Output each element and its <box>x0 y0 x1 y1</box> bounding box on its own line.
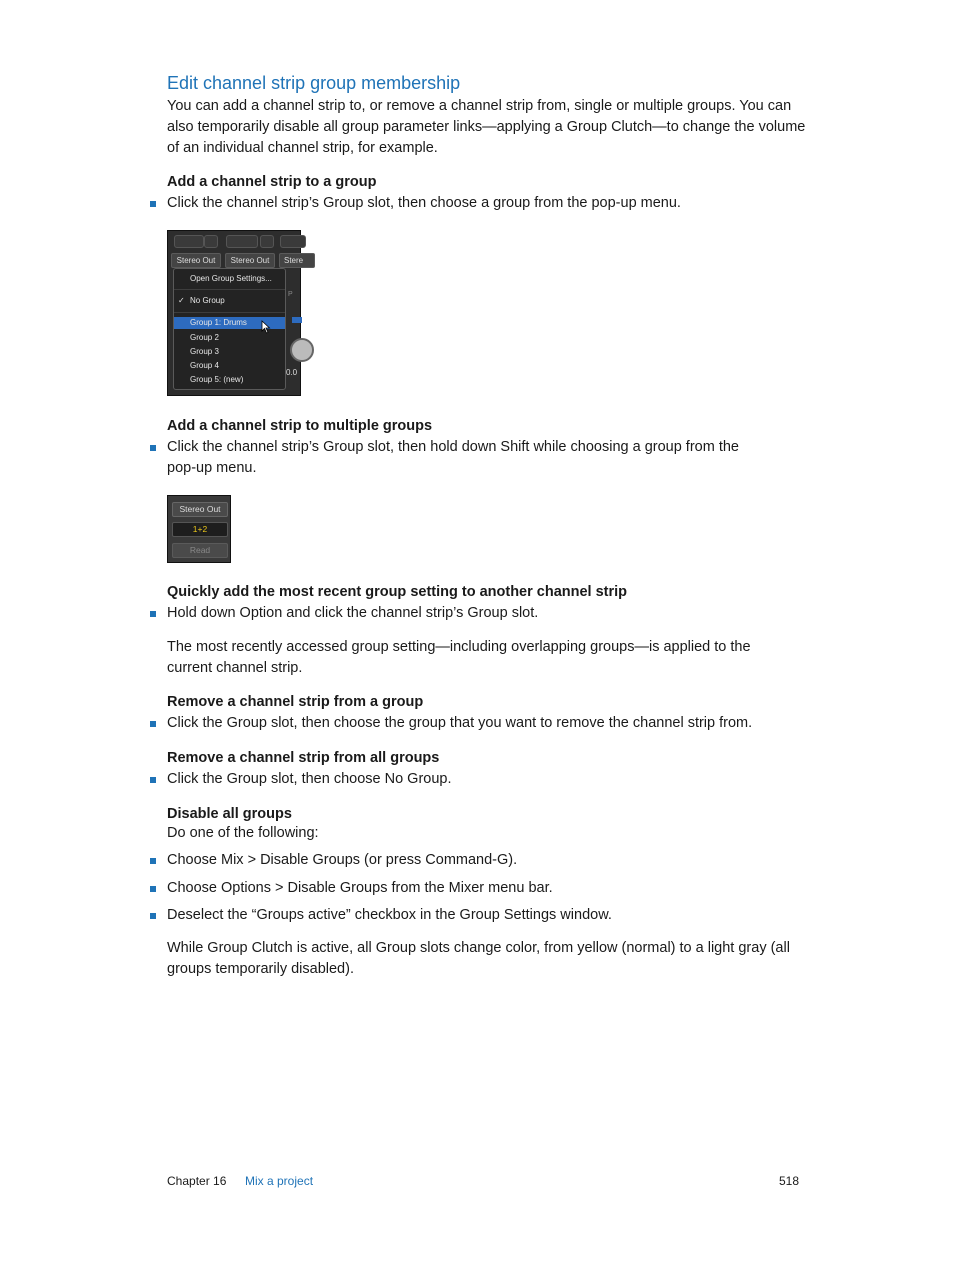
bullet-text: Click the Group slot, then choose No Group. <box>167 771 452 787</box>
output-slot: Stereo Out <box>225 253 275 268</box>
menu-item-group-4[interactable]: Group 4 <box>190 361 219 370</box>
bullet-text: Choose Options > Disable Groups from the Mixer menu bar. <box>167 880 553 896</box>
menu-item-open-group-settings[interactable]: Open Group Settings... <box>190 274 272 283</box>
subheading-remove-from-all: Remove a channel strip from all groups <box>167 750 440 766</box>
bullet-text: Click the channel strip’s Group slot, then hold down Shift while choosing a group from the pop-up menu. <box>167 439 739 476</box>
output-slot: Stere <box>279 253 315 268</box>
menu-item-label: Group 1: Drums <box>190 318 247 327</box>
menu-item-group-3[interactable]: Group 3 <box>190 347 219 356</box>
subheading-add-to-multiple: Add a channel strip to multiple groups <box>167 418 433 434</box>
mouse-pointer-icon <box>261 320 271 334</box>
bullet-marker <box>150 611 156 617</box>
menu-separator <box>174 289 285 290</box>
bullet-marker <box>150 858 156 864</box>
side-letter: P <box>288 291 293 298</box>
bullet-text: Deselect the “Groups active” checkbox in the Group Settings window. <box>167 907 612 923</box>
strip-control <box>280 235 306 248</box>
lead-text: Do one of the following: <box>167 825 319 841</box>
subheading-disable-all: Disable all groups <box>167 806 292 822</box>
side-indicator <box>292 317 302 323</box>
automation-slot: Read <box>172 543 228 558</box>
bullet-text: Click the channel strip’s Group slot, then choose a group from the pop-up menu. <box>167 195 681 211</box>
bullet-marker <box>150 445 156 451</box>
pan-knob <box>290 338 314 362</box>
strip-control <box>174 235 204 248</box>
footer-chapter: Chapter 16 <box>167 1174 227 1188</box>
footer-chapter-link[interactable]: Mix a project <box>245 1174 314 1188</box>
bullet-text: Click the Group slot, then choose the group that you want to remove the channel strip from. <box>167 715 753 731</box>
menu-item-group-5-new[interactable]: Group 5: (new) <box>190 375 244 384</box>
subheading-recent-group: Quickly add the most recent group setting to another channel strip <box>167 584 628 600</box>
menu-item-group-2[interactable]: Group 2 <box>190 333 219 342</box>
bullet-marker <box>150 886 156 892</box>
multi-group-screenshot <box>167 495 231 563</box>
menu-separator <box>174 312 285 313</box>
note-paragraph: The most recently accessed group setting—including overlapping groups—is applied to the current channel strip. <box>167 639 751 676</box>
output-slot: Stereo Out <box>172 502 228 517</box>
strip-control <box>204 235 218 248</box>
page-number: 518 <box>779 1174 800 1188</box>
output-slot: Stereo Out <box>171 253 221 268</box>
subheading-remove-from-group: Remove a channel strip from a group <box>167 694 424 710</box>
subheading-add-to-group: Add a channel strip to a group <box>167 174 377 190</box>
strip-control <box>226 235 258 248</box>
menu-item-no-group[interactable]: No Group <box>190 296 225 305</box>
bullet-text: Hold down Option and click the channel strip’s Group slot. <box>167 605 539 621</box>
checkmark-icon: ✓ <box>178 296 185 305</box>
section-heading: Edit channel strip group membership <box>167 73 461 93</box>
note-paragraph: While Group Clutch is active, all Group slots change color, from yellow (normal) to a light gray (all groups temporarily disabled). <box>167 940 790 977</box>
bullet-marker <box>150 777 156 783</box>
fader-value: 0.0 <box>286 368 298 377</box>
bullet-marker <box>150 913 156 919</box>
group-slot: 1+2 <box>172 522 228 537</box>
group-popup-screenshot <box>167 230 304 396</box>
intro-paragraph: You can add a channel strip to, or remove a channel strip from, single or multiple groups. You can also temporarily disable all group parameter links—applying a Group Clutch—to change the volume of an individual channel strip, for example. <box>167 98 806 156</box>
strip-control <box>260 235 274 248</box>
bullet-marker <box>150 721 156 727</box>
bullet-text: Choose Mix > Disable Groups (or press Command-G). <box>167 852 518 868</box>
bullet-marker <box>150 201 156 207</box>
